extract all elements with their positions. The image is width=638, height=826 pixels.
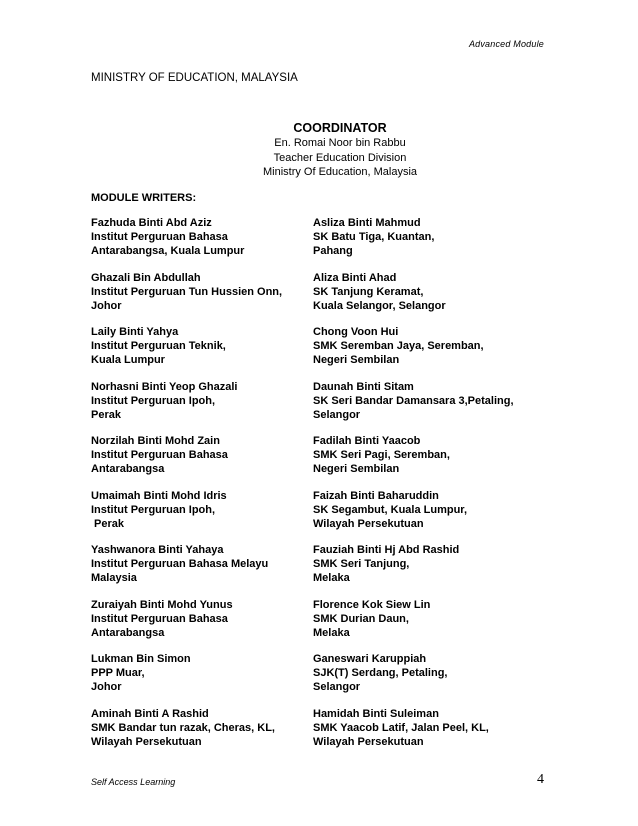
writer-entry [91, 652, 313, 694]
writer-affiliation-line: Institut Perguruan Teknik, [91, 340, 226, 352]
writer-affiliation-line: Kuala Selangor, Selangor [313, 299, 446, 312]
writer-affiliation-line: Wilayah Persekutuan [91, 735, 202, 748]
writer-entry [313, 598, 551, 640]
writer-affiliation-line: Wilayah Persekutuan [313, 517, 424, 530]
footer-label: Self Access Learning [91, 777, 176, 787]
writer-name: Asliza Binti Mahmud [313, 217, 421, 229]
writer-affiliation-line: Selangor [313, 408, 361, 421]
writer-affiliation-line: SMK Bandar tun razak, Cheras, KL, [91, 721, 275, 734]
writer-entry [313, 380, 551, 422]
page-number: 4 [537, 772, 544, 787]
writer-affiliation-line: SK Segambut, Kuala Lumpur, [313, 503, 468, 516]
writer-name: Hamidah Binti Suleiman [313, 707, 439, 720]
writer-affiliation-line: Melaka [313, 572, 350, 584]
writer-affiliation-line: Malaysia [91, 572, 137, 584]
writer-affiliation-line: Institut Perguruan Ipoh, [91, 394, 216, 407]
writer-affiliation-line: SJK(T) Serdang, Petaling, [313, 667, 448, 679]
ministry-heading: MINISTRY OF EDUCATION, MALAYSIA [91, 72, 298, 84]
writer-entry [91, 325, 313, 367]
coordinator-name: En. Romai Noor bin Rabbu [274, 137, 406, 149]
writer-name: Florence Kok Siew Lin [313, 598, 431, 611]
writer-entry [91, 489, 313, 531]
writers-list [91, 216, 551, 749]
writer-entry [91, 434, 313, 476]
writer-entry [313, 216, 551, 258]
writer-name: Chong Voon Hui [313, 326, 399, 338]
writer-affiliation-line: Pahang [313, 245, 353, 257]
writer-affiliation-line: Selangor [313, 681, 361, 693]
writer-name: Yashwanora Binti Yahaya [91, 544, 224, 556]
writer-affiliation-line: Negeri Sembilan [313, 354, 400, 366]
writer-entry [313, 325, 551, 367]
coordinator-ministry: Ministry Of Education, Malaysia [262, 166, 418, 178]
writer-affiliation-line: Antarabangsa [91, 626, 165, 639]
coordinator-division: Teacher Education Division [273, 151, 407, 164]
writer-entry [313, 707, 551, 749]
writer-name: Zuraiyah Binti Mohd Yunus [91, 598, 233, 611]
writer-affiliation-line: Kuala Lumpur [91, 354, 165, 366]
writer-affiliation-line: SMK Yaacob Latif, Jalan Peel, KL, [313, 721, 489, 734]
writer-affiliation-line: Perak [91, 517, 125, 530]
writer-affiliation-line: SMK Seri Pagi, Seremban, [313, 449, 450, 461]
writer-affiliation-line: Institut Perguruan Bahasa [91, 612, 228, 625]
writer-name: Fadilah Binti Yaacob [313, 435, 421, 447]
writer-name: Ghazali Bin Abdullah [91, 271, 201, 284]
writer-affiliation-line: SMK Durian Daun, [313, 612, 409, 625]
writer-entry [91, 598, 313, 640]
writer-affiliation-line: Institut Perguruan Bahasa Melayu [91, 558, 269, 570]
writer-entry [91, 216, 313, 258]
writer-affiliation-line: Institut Perguruan Ipoh, [91, 503, 216, 516]
writer-name: Ganeswari Karuppiah [313, 653, 427, 665]
writer-affiliation-line: Antarabangsa, Kuala Lumpur [91, 245, 245, 257]
writer-affiliation-line: Institut Perguruan Bahasa [91, 231, 228, 243]
writer-affiliation-line: Institut Perguruan Tun Hussien Onn, [91, 285, 283, 298]
writer-name: Umaimah Binti Mohd Idris [91, 489, 227, 502]
writer-name: Aliza Binti Ahad [313, 271, 397, 284]
writer-name: Norhasni Binti Yeop Ghazali [91, 380, 238, 393]
writer-name: Lukman Bin Simon [91, 653, 191, 665]
writer-name: Faizah Binti Baharuddin [313, 489, 439, 502]
header-module-label: Advanced Module [468, 39, 544, 49]
writer-affiliation-line: SK Batu Tiga, Kuantan, [313, 231, 435, 243]
writer-entry [91, 271, 313, 313]
module-writers-title: MODULE WRITERS: [91, 192, 197, 204]
writer-name: Laily Binti Yahya [91, 326, 179, 338]
writer-affiliation-line: SMK Seri Tanjung, [313, 558, 410, 570]
writer-affiliation-line: Perak [91, 408, 121, 421]
writer-affiliation-line: SK Seri Bandar Damansara 3,Petaling, [313, 394, 514, 407]
writer-affiliation-line: Institut Perguruan Bahasa [91, 449, 228, 461]
writer-affiliation-line: SMK Seremban Jaya, Seremban, [313, 340, 484, 352]
writer-name: Aminah Binti A Rashid [91, 707, 209, 720]
writer-entry [313, 434, 551, 476]
writer-affiliation-line: SK Tanjung Keramat, [313, 285, 424, 298]
coordinator-title: COORDINATOR [293, 121, 387, 135]
writer-entry [313, 271, 551, 313]
writer-entry [313, 543, 551, 585]
writer-affiliation-line: Johor [91, 681, 122, 693]
writer-name: Norzilah Binti Mohd Zain [91, 435, 220, 447]
writer-name: Fazhuda Binti Abd Aziz [91, 217, 212, 229]
writer-affiliation-line: Melaka [313, 626, 350, 639]
writer-affiliation-line: Antarabangsa [91, 463, 165, 475]
writer-affiliation-line: Negeri Sembilan [313, 463, 400, 475]
writer-entry [313, 652, 551, 694]
writer-entry [91, 707, 313, 749]
writer-affiliation-line: PPP Muar, [91, 667, 145, 679]
writer-name: Fauziah Binti Hj Abd Rashid [313, 544, 460, 556]
writer-affiliation-line: Wilayah Persekutuan [313, 735, 424, 748]
writer-entry [91, 380, 313, 422]
writer-affiliation-line: Johor [91, 299, 122, 312]
writer-name: Daunah Binti Sitam [313, 380, 414, 393]
writer-entry [313, 489, 551, 531]
writer-entry [91, 543, 313, 585]
coordinator-block [0, 120, 638, 180]
